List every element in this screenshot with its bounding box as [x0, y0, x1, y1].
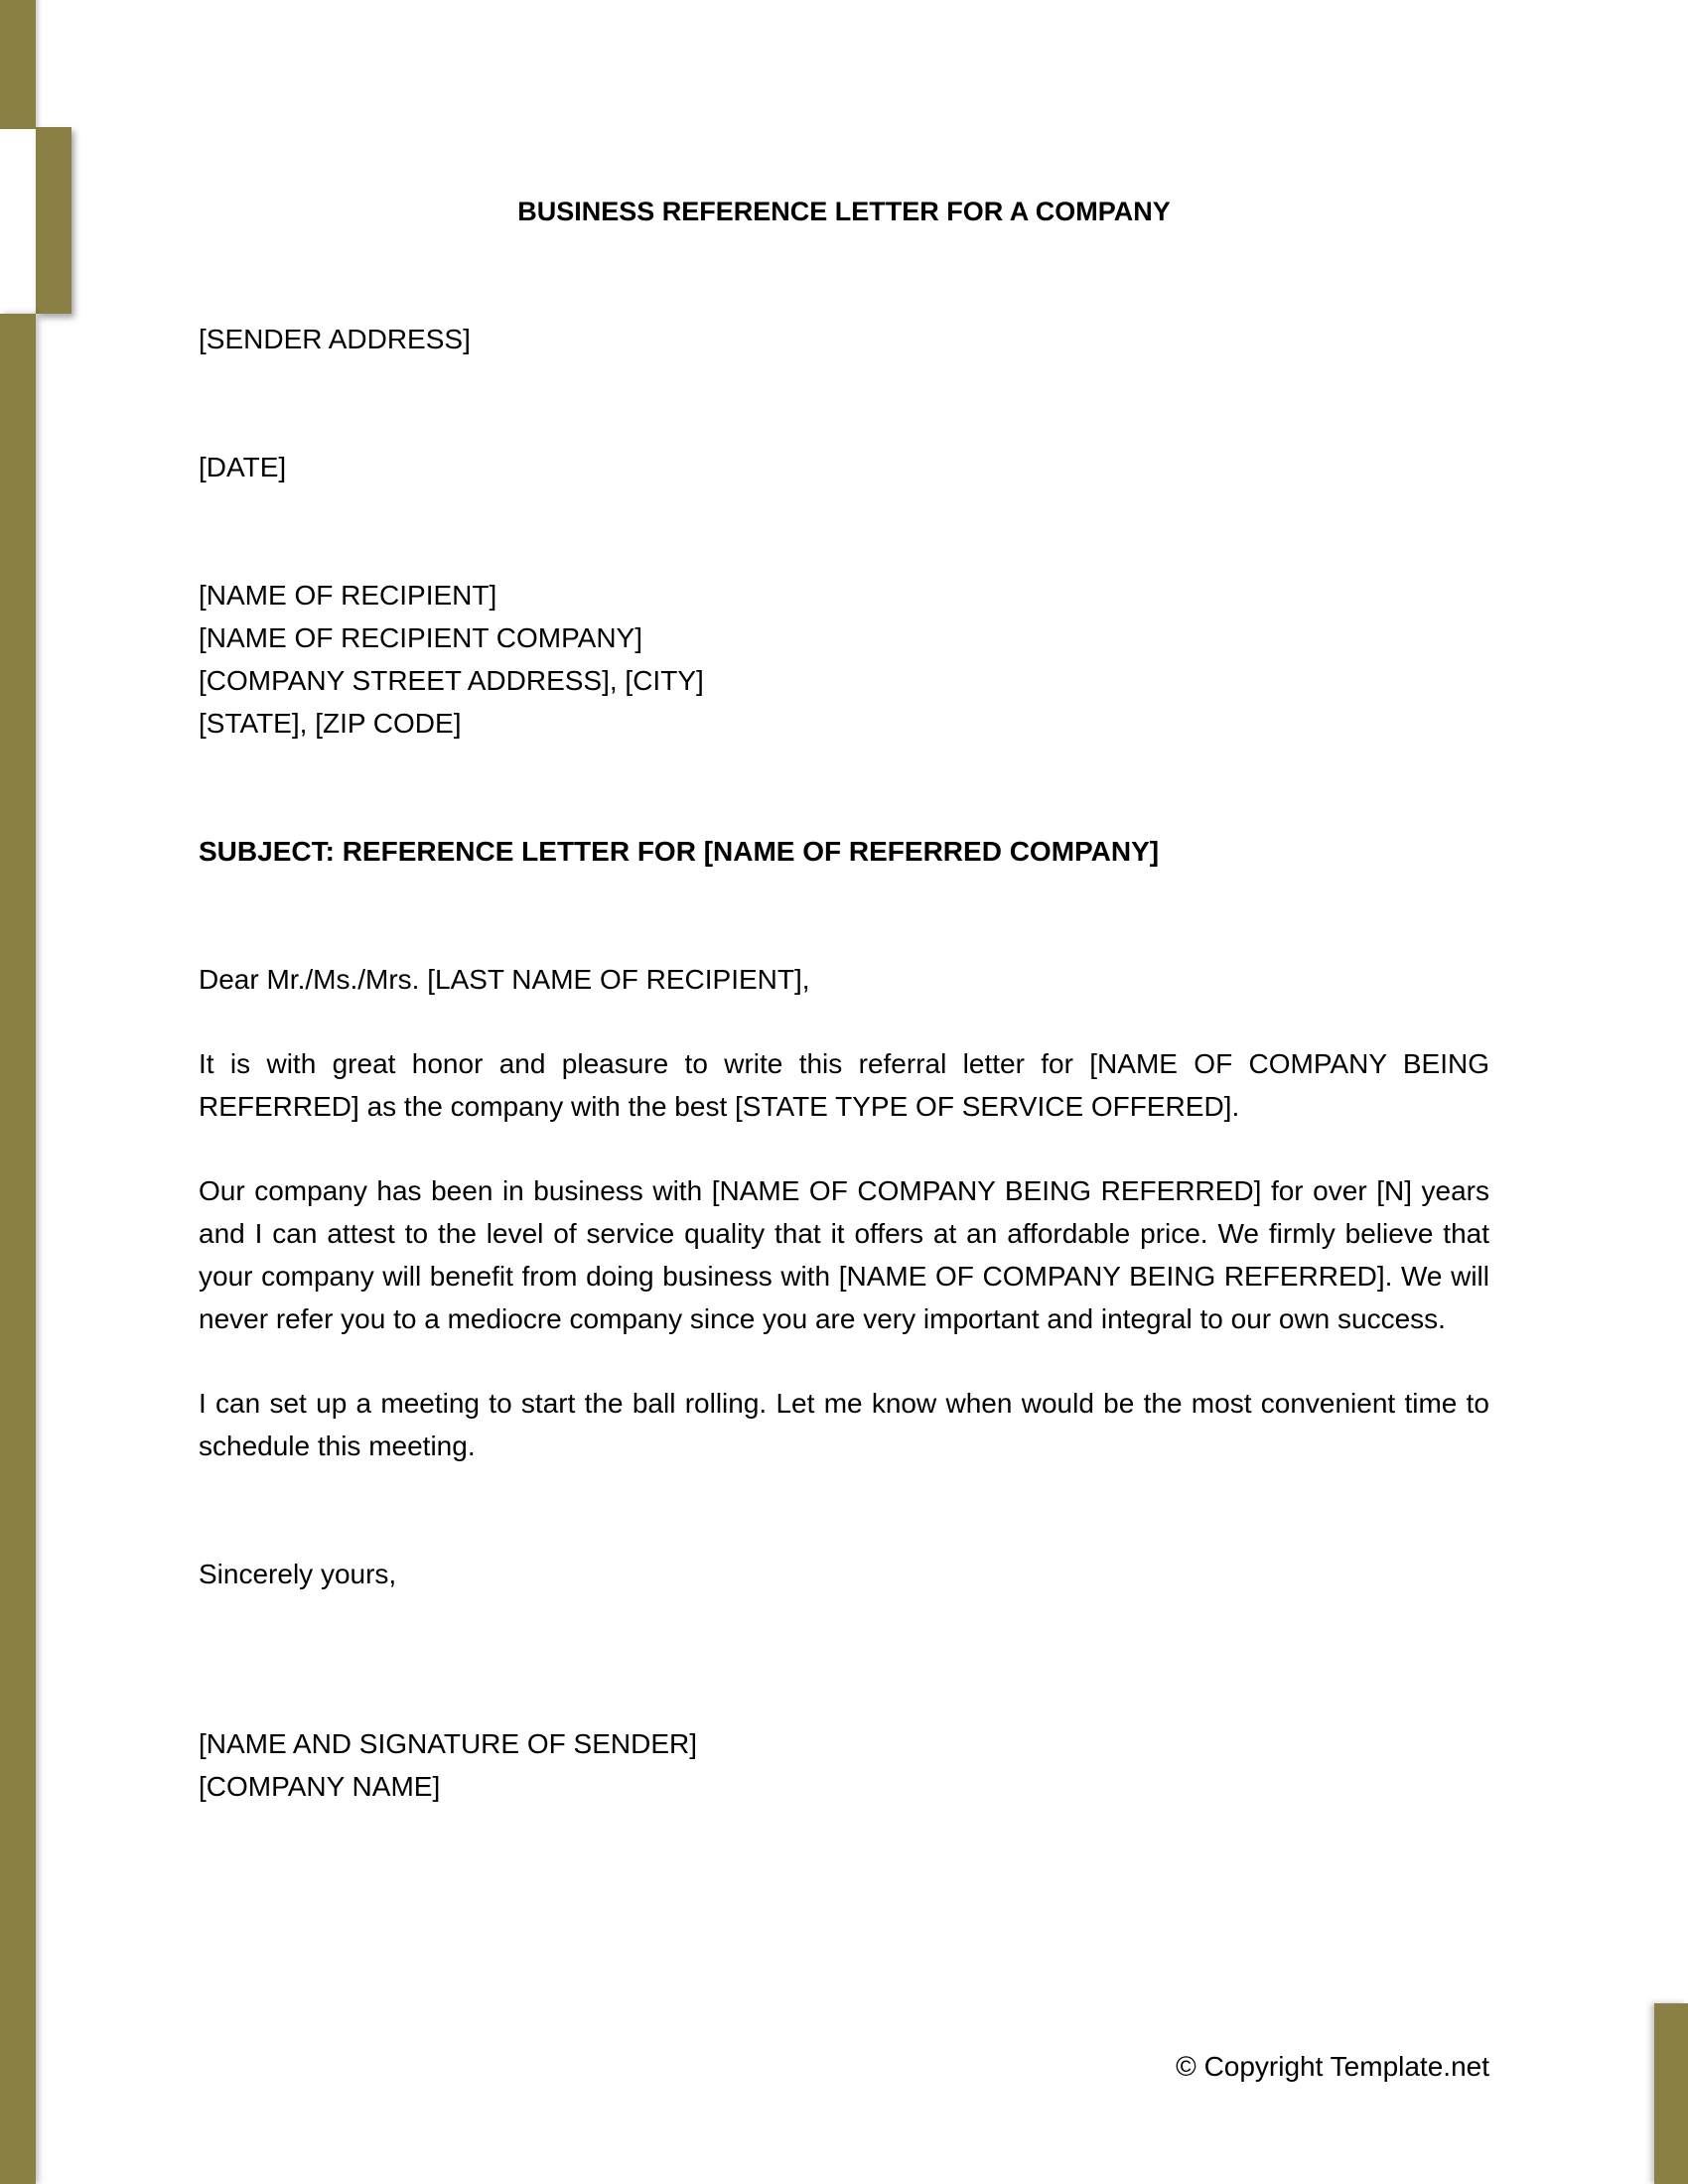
- decorative-bar-tab: [36, 127, 71, 314]
- recipient-state-zip: [STATE], [ZIP CODE]: [199, 708, 462, 739]
- document-title: BUSINESS REFERENCE LETTER FOR A COMPANY: [517, 197, 1171, 226]
- decorative-bar-bottom-right: [1654, 2003, 1688, 2184]
- signature-name: [NAME AND SIGNATURE OF SENDER]: [199, 1728, 697, 1759]
- subject-line: SUBJECT: REFERENCE LETTER FOR [NAME OF REFERRED COMPANY]: [199, 836, 1160, 867]
- decorative-bar-top-left: [0, 0, 36, 129]
- letter-date: [DATE]: [199, 452, 287, 482]
- signature-company: [COMPANY NAME]: [199, 1771, 441, 1802]
- recipient-company: [NAME OF RECIPIENT COMPANY]: [199, 622, 643, 653]
- paragraph-3: I can set up a meeting to start the ball rolling. Let me know when would be the most convenient time to schedule this meeting.: [199, 1388, 1489, 1461]
- recipient-street-city: [COMPANY STREET ADDRESS], [CITY]: [199, 665, 704, 696]
- signature-block: [199, 1722, 1489, 1808]
- recipient-block: [199, 574, 1489, 745]
- decorative-bar-shadow: [36, 0, 42, 129]
- letter-body: [199, 191, 1489, 1808]
- salutation: Dear Mr./Ms./Mrs. [LAST NAME OF RECIPIENT],: [199, 964, 810, 995]
- recipient-name: [NAME OF RECIPIENT]: [199, 580, 497, 611]
- sender-address: [SENDER ADDRESS]: [199, 324, 471, 354]
- copyright-notice: © Copyright Template.net: [1176, 2051, 1489, 2082]
- paragraph-2: Our company has been in business with [NAME OF COMPANY BEING REFERRED] for over [N] years and I can attest to the level of service quality that it offers at an affordable price. We firmly believe that your company will benefit from doing business with [NAME OF COMPANY BEING REFERRED]. We will never refer you to a mediocre company since you are very important and integral to our own success.: [199, 1175, 1489, 1334]
- closing: Sincerely yours,: [199, 1559, 397, 1589]
- paragraph-1: It is with great honor and pleasure to write this referral letter for [NAME OF COMPANY BEING REFERRED] as the company with the best [STATE TYPE OF SERVICE OFFERED].: [199, 1048, 1489, 1122]
- decorative-bar-left: [0, 314, 36, 2184]
